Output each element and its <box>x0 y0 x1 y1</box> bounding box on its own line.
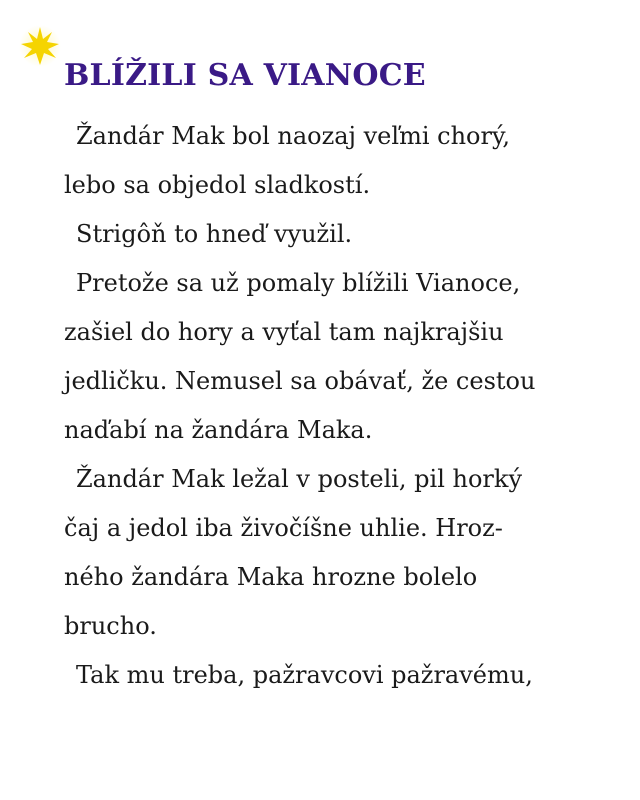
story-line: jedličku. Nemusel sa obávať, že cestou <box>64 367 536 395</box>
story-line: naďabí na žandára Maka. <box>64 416 373 444</box>
story-line: Strigôň to hneď využil. <box>76 220 353 248</box>
story-line: brucho. <box>64 612 157 640</box>
story-line: Žandár Mak ležal v posteli, pil horký <box>76 465 523 493</box>
star-icon <box>18 24 62 68</box>
story-line: Žandár Mak bol naozaj veľmi chorý, <box>76 122 510 150</box>
story-text <box>64 112 624 700</box>
story-line: zašiel do hory a vyťal tam najkrajšiu <box>64 318 504 346</box>
story-line: ného žandára Maka hrozne bolelo <box>64 563 478 591</box>
story-line: Pretože sa už pomaly blížili Vianoce, <box>76 269 521 297</box>
page-title: BLÍŽILI SA VIANOCE <box>64 58 426 93</box>
story-line: čaj a jedol iba živočíšne uhlie. Hroz- <box>64 514 503 542</box>
story-line: Tak mu treba, pažravcovi pažravému, <box>76 661 533 689</box>
story-line: lebo sa objedol sladkostí. <box>64 171 371 199</box>
